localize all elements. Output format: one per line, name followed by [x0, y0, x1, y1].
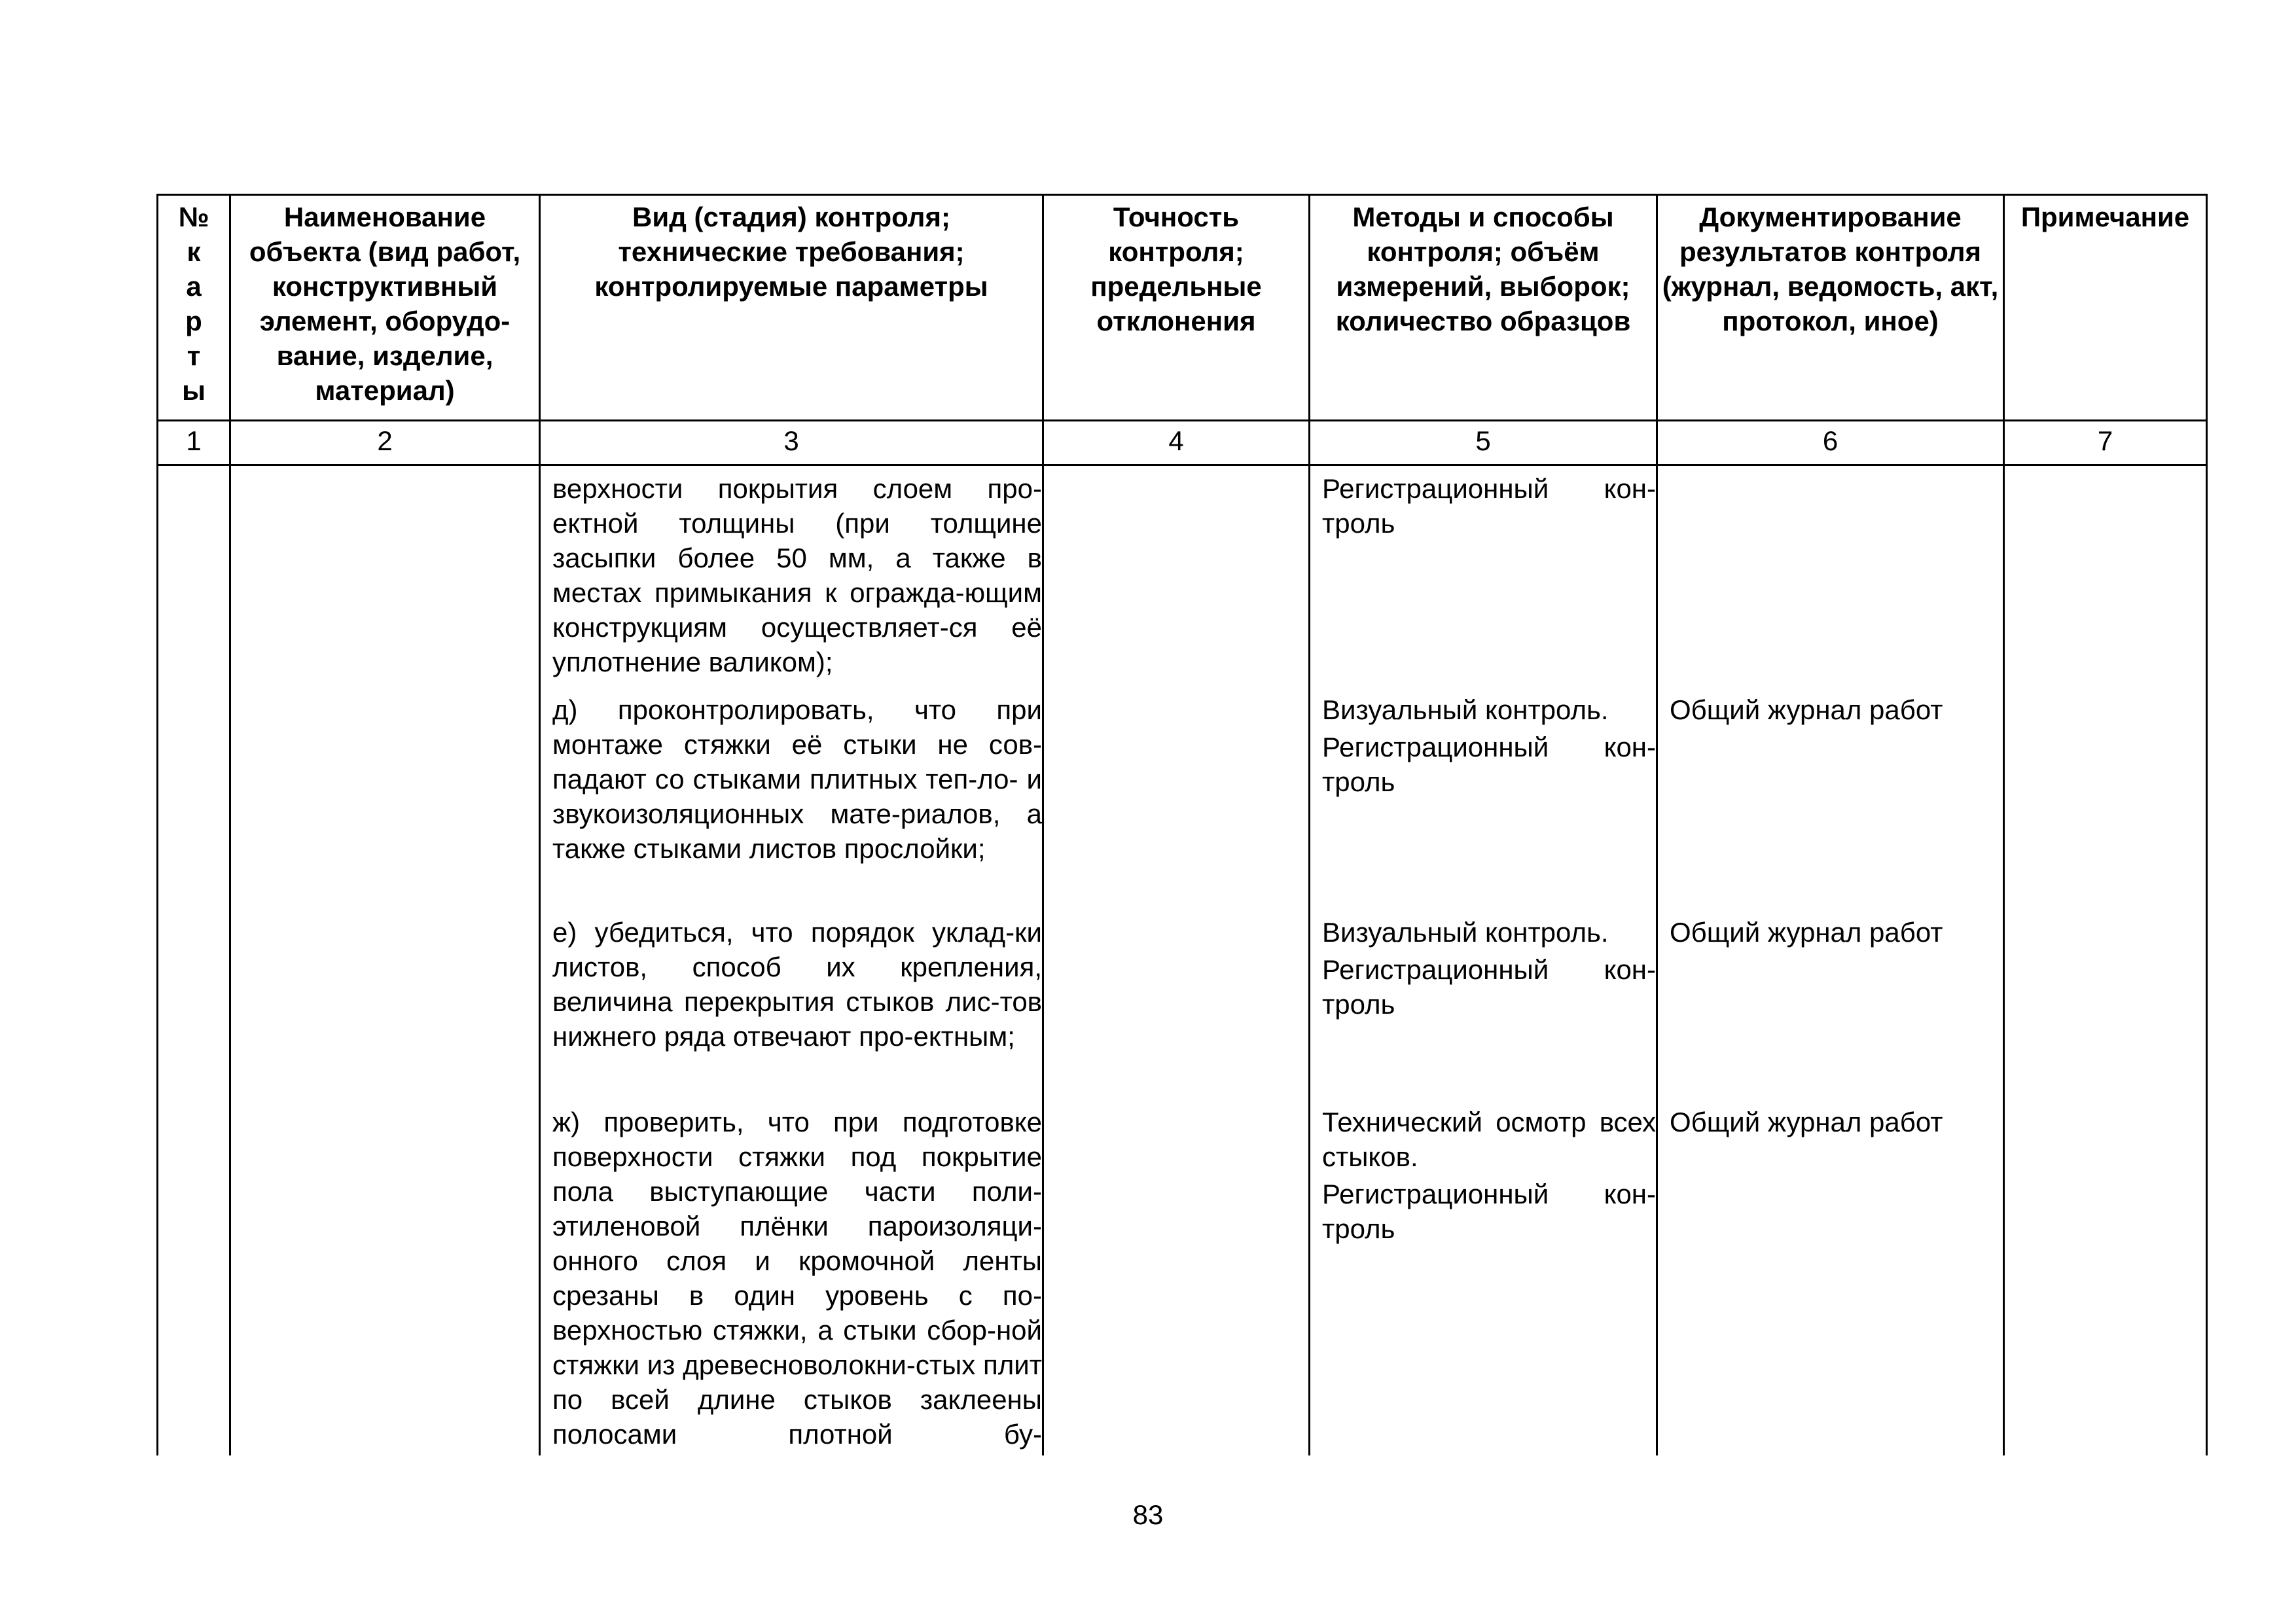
header-note: Примечание — [2020, 202, 2190, 232]
requirement-text: д) проконтролировать, что при монтаже стяжки её стыки не сов-падают со стыками плитных теп-ло- и звукоизоляционных мате-риалов, а также стыками листов прослойки; — [552, 694, 1042, 864]
column-divider — [1042, 194, 1044, 1455]
requirement-text: ж) проверить, что при подготовке поверхности стяжки под покрытие пола выступающие части поли-этиленовой плёнки пароизоляци-онного слоя и кромочной ленты срезаны в один уровень с по-верхностью стяжки, а стыки сбор-ной стяжки из древесноволокни-стых плит по всей длине стыков заклеены полосами плотной бу- — [552, 1107, 1042, 1450]
header-control-type: Вид (стадия) контроля; технические требования; контролируемые параметры — [594, 202, 988, 302]
column-divider — [539, 194, 541, 1455]
header-methods: Методы и способы контроля; объём измерений, выборок; количество образцов — [1335, 202, 1631, 336]
method-text: Регистрационный кон-троль — [1322, 732, 1656, 797]
header-accuracy: Точность контроля; предельные отклонения — [1090, 202, 1262, 336]
column-number: 7 — [2097, 425, 2113, 456]
documentation-text: Общий журнал работ — [1670, 917, 1943, 948]
method-text: Технический осмотр всех стыков. — [1322, 1107, 1656, 1172]
page-number: 83 — [1132, 1499, 1164, 1530]
documentation-text: Общий журнал работ — [1670, 1107, 1943, 1137]
header-documentation: Документирование результатов контроля (журнал, ведомость, акт, протокол, иное) — [1662, 202, 1999, 336]
column-number: 6 — [1822, 425, 1839, 456]
header-object-name: Наименование объекта (вид работ, конструктивный элемент, оборудо-вание, изделие, материал) — [249, 202, 521, 406]
column-number: 3 — [783, 425, 799, 456]
column-number: 2 — [377, 425, 393, 456]
column-divider — [1308, 194, 1310, 1455]
method-text: Регистрационный кон-троль — [1322, 954, 1656, 1020]
requirement-text: е) убедиться, что порядок уклад-ки листов, способ их крепления, величина перекрытия стыков лис-тов нижнего ряда отвечают про-ектным; — [552, 917, 1042, 1052]
column-divider — [1656, 194, 1658, 1455]
column-number: 1 — [186, 425, 202, 456]
method-text: Регистрационный кон-троль — [1322, 473, 1656, 539]
method-text: Регистрационный кон-троль — [1322, 1179, 1656, 1244]
row-divider — [156, 464, 2208, 466]
row-divider — [156, 419, 2208, 421]
method-text: Визуальный контроль. — [1322, 694, 1609, 725]
method-text: Визуальный контроль. — [1322, 917, 1609, 948]
header-card-number: № к а р т ы — [178, 202, 209, 406]
requirement-text: верхности покрытия слоем про-ектной толщины (при толщине засыпки более 50 мм, а также в местах примыкания к огражда-ющим конструкциям осуществляет-ся её уплотнение валиком); — [552, 473, 1042, 677]
column-divider — [2003, 194, 2005, 1455]
column-number: 5 — [1475, 425, 1491, 456]
documentation-text: Общий журнал работ — [1670, 694, 1943, 725]
column-number: 4 — [1168, 425, 1184, 456]
